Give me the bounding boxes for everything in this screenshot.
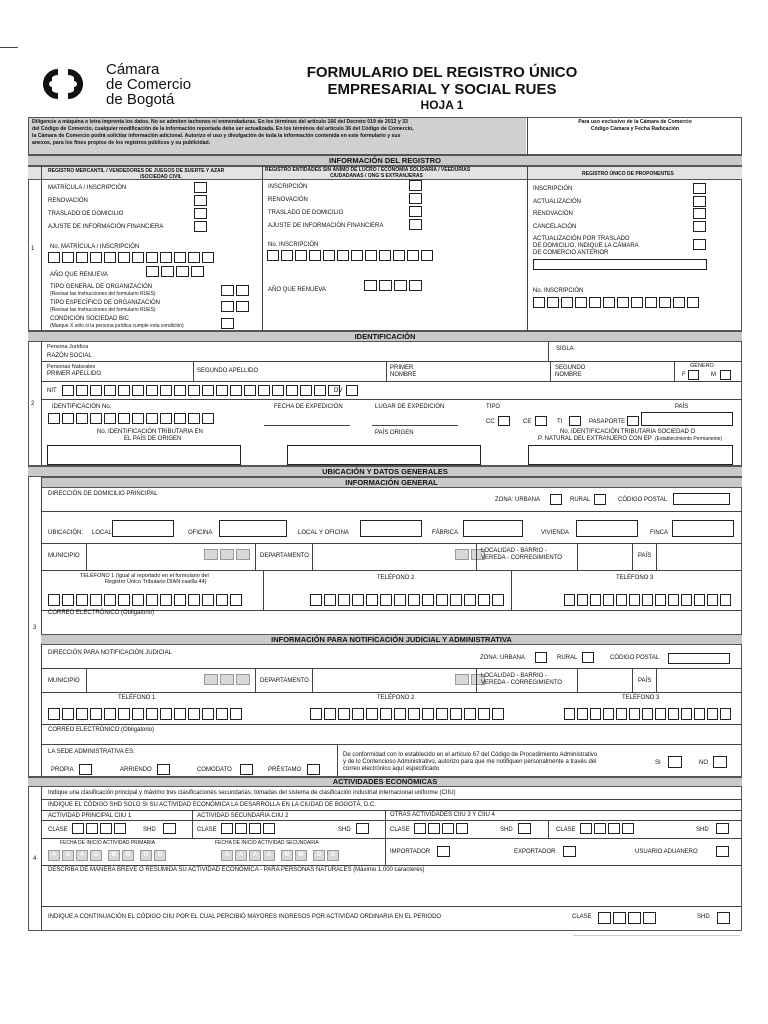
act4-clase-label: CLASE (556, 827, 576, 833)
pais-label: PAÍS (675, 404, 689, 410)
c3-act-traslado-checkbox[interactable] (693, 239, 706, 250)
section3-number: 3 (33, 625, 37, 631)
c3-no-inscripcion-cells[interactable] (533, 297, 699, 308)
c3-act-traslado-2: DE DOMICILIO, INDIQUE LA CÁMARA (533, 243, 639, 249)
no-ident-trib-input[interactable] (47, 445, 241, 465)
nit-cells[interactable] (62, 385, 343, 396)
col1-head-2: /SOCIEDAD CIVIL (140, 174, 182, 180)
conformidad-text-1: De conformidad con lo establecido en el artículo 67 del Código de Procedimiento Administrativo (343, 752, 598, 758)
intro-text-3: la Cámara de Comercio podrá solicitar información adicional. Autorizo el uso y divulgación de toda la información contenida en este formulario y sus (32, 133, 401, 139)
c1-condicion-label: CONDICIÓN SOCIEDAD BIC (50, 316, 130, 322)
tel3-label: TELÉFONO 3 (622, 695, 660, 701)
intro-text-4: anexos, para los fines propios de los registros públicos y su publicidad. (32, 140, 211, 146)
identificacion-no-cells[interactable] (48, 413, 214, 424)
no-ident-trib-soc-label-1: No. IDENTIFICACIÓN TRIBUTARIA SOCIEDAD O (560, 429, 696, 435)
zona-rural-label: RURAL (570, 497, 591, 503)
intro-text-2: del Código de Comercio, cualquier modificación de la información reportada debe ser actualizada. En los términos del artículo 36 del Código de Comercio, (32, 126, 414, 132)
telefono1-label-1: TELÉFONO 1 (Igual al reportado en el formulario del (80, 573, 209, 579)
segundo-apellido-label: SEGUNDO APELLIDO (197, 368, 259, 374)
no-ident-trib-soc-note: (Establecimiento Permanente) (655, 436, 723, 442)
tipo-ce-checkbox[interactable] (535, 416, 547, 426)
act1-clase-label: CLASE (48, 827, 68, 833)
exportador-label: EXPORTADOR (514, 849, 556, 855)
col1-head-1: REGISTRO MERCANTIL / VENDEDORES DE JUEGOS DE SUERTE Y AZAR (48, 168, 225, 174)
act4-shd-label: SHD (696, 827, 709, 833)
sede-comodato-label: COMODATO (197, 767, 232, 773)
lugar-expedicion-label: LUGAR DE EXPEDICIÓN (375, 404, 445, 410)
localidad2-label-2: VEREDA - CORREGIMIENTO (481, 680, 562, 686)
act2-shd-checkbox[interactable] (356, 823, 369, 834)
persona-juridica-label: Persona Jurídica (47, 344, 89, 350)
section3-title: UBICACIÓN Y DATOS GENERALES (28, 466, 742, 477)
telefono3-label: TELÉFONO 3 (616, 575, 654, 581)
pais-input[interactable] (641, 412, 733, 426)
c1-traslado-label: TRASLADO DE DOMICILIO (48, 211, 124, 217)
direccion-notif-label: DIRECCIÓN PARA NOTIFICACIÓN JUDICIAL (48, 650, 172, 656)
section3-subtitle: INFORMACIÓN GENERAL (41, 477, 742, 488)
correo2-label: CORREO ELECTRÓNICO (Obligatorio) (48, 727, 155, 733)
chamber-logo (28, 62, 228, 110)
personas-naturales-label: Personas Naturales (47, 364, 96, 370)
conformidad-text-3: correo electrónico aquí especificado (343, 766, 440, 772)
zona-urbana-label: ZONA: URBANA (495, 497, 541, 503)
c3-renovacion-label: RENOVACIÓN (533, 211, 573, 217)
codigo-postal-label: CÓDIGO POSTAL (618, 497, 668, 503)
mayor-shd-checkbox[interactable] (717, 912, 730, 924)
c1-matricula-checkbox[interactable] (194, 182, 207, 193)
act2-clase-label: CLASE (197, 827, 217, 833)
section4-number: 4 (33, 856, 37, 862)
c1-condicion-note: (Marque X sólo si la persona jurídica cumple esta condición) (50, 323, 184, 329)
genero-m-label: M (711, 372, 716, 378)
tel1-label: TELÉFONO 1 (118, 695, 156, 701)
c1-tipo-especifico-note: (Revisar las instrucciones del formulario RUES) (50, 307, 156, 313)
municipio-label: MUNICIPIO (48, 553, 80, 559)
tel2-label: TELÉFONO 2 (377, 695, 415, 701)
departamento2-label: DEPARTAMENTO (260, 678, 309, 684)
pais-origen-label: PAÍS ORIGEN (375, 430, 414, 436)
no-ident-trib-label-2: EL PAÍS DE ORIGEN (124, 436, 182, 442)
c2-traslado-checkbox[interactable] (409, 206, 422, 217)
c3-act-traslado-3: DE COMERCIO ANTERIOR (533, 250, 609, 256)
genero-f-checkbox[interactable] (688, 370, 699, 380)
fecha-inicio-principal-label: FECHA DE INICIO ACTIVIDAD PRIMARIA (60, 840, 156, 846)
c1-tipo-especifico-label: TIPO ESPECÍFICO DE ORGANIZACIÓN (50, 300, 161, 306)
c2-inscripcion-label: INSCRIPCIÓN (268, 184, 308, 190)
mayor-clase-cells[interactable] (598, 912, 656, 924)
ubicacion-fabrica-input[interactable] (463, 520, 523, 537)
c2-no-inscripcion-cells[interactable] (267, 250, 433, 261)
logo-line1: Cámara (106, 61, 160, 78)
zona-rural-checkbox[interactable] (594, 494, 606, 505)
pais-origen-input[interactable] (287, 445, 481, 465)
sede-propia-checkbox[interactable] (79, 764, 92, 775)
primer-apellido-label: PRIMER APELLIDO (47, 371, 102, 377)
dv-label: DV (334, 388, 343, 394)
notif-si-checkbox[interactable] (668, 756, 682, 768)
act-secundaria-label: ACTIVIDAD SECUNDARIA CIIU 2 (197, 813, 289, 819)
act1-shd-checkbox[interactable] (163, 823, 176, 834)
section1-title: INFORMACIÓN DEL REGISTRO (28, 155, 742, 166)
title-line2: EMPRESARIAL Y SOCIAL RUES (327, 81, 557, 98)
c3-actualizacion-label: ACTUALIZACIÓN (533, 199, 582, 205)
c1-renovacion-label: RENOVACIÓN (48, 198, 88, 204)
c1-tipo-especifico-cells[interactable] (221, 301, 249, 312)
sede-comodato-checkbox[interactable] (240, 764, 253, 775)
tipo-cc-label: CC (486, 419, 495, 425)
primer-nombre-label-1: PRIMER (390, 365, 414, 371)
c2-traslado-label: TRASLADO DE DOMICILIO (268, 210, 344, 216)
ubicacion-oficina-input[interactable] (219, 520, 287, 537)
sede-prestamo-label: PRÉSTAMO (268, 767, 302, 773)
act1-shd-label: SHD (143, 827, 156, 833)
logo-rings-icon (28, 62, 98, 108)
telefono1-cells[interactable] (48, 594, 242, 606)
telefono2-label: TELÉFONO 2 (377, 575, 415, 581)
localidad2-label-1: LOCALIDAD - BARRIO - (481, 673, 548, 679)
tipo-ti-label: TI (557, 419, 563, 425)
correo-label: CORREO ELECTRÓNICO (Obligatorio) (48, 610, 155, 616)
footer-print-mark (573, 935, 740, 936)
municipio2-label: MUNICIPIO (48, 678, 80, 684)
otras-actividades-label: OTRAS ACTIVIDADES CIIU 3 Y CIIU 4 (390, 812, 495, 818)
act2-clase-cells[interactable] (221, 823, 275, 834)
crop-mark (0, 47, 18, 48)
c3-inscripcion-label: INSCRIPCIÓN (533, 186, 573, 192)
identificacion-no-label: IDENTIFICACIÓN No. (52, 404, 112, 410)
tel3-cells[interactable] (564, 708, 731, 720)
title-line3: HOJA 1 (420, 98, 464, 112)
c3-cancelacion-checkbox[interactable] (693, 221, 706, 232)
sede-label: LA SEDE ADMINISTRATIVA ES: (48, 749, 135, 755)
ubicacion-finca-label: FINCA (650, 530, 668, 536)
importador-checkbox[interactable] (437, 846, 450, 857)
conformidad-text-2: y de lo Contencioso Administrativo, autorizo para que me notifiquen personalmente a través del (343, 759, 597, 765)
tipo-cc-checkbox[interactable] (498, 416, 510, 426)
pais3-label: PAÍS (638, 553, 652, 559)
no-ident-trib-soc-input[interactable] (528, 445, 733, 465)
c3-inscripcion-checkbox[interactable] (693, 183, 706, 194)
c3-actualizacion-checkbox[interactable] (693, 196, 706, 207)
col2-head-1: REGISTRO ENTIDADES SIN ÁNIMO DE LUCRO / ECONOMÍA SOLIDARIA / VEEDURÍAS (265, 167, 471, 173)
c2-renovacion-checkbox[interactable] (409, 193, 422, 204)
dv-cell[interactable] (346, 385, 358, 396)
logo-line3: de Bogotá (106, 91, 175, 108)
title-line1: FORMULARIO DEL REGISTRO ÚNICO (306, 64, 578, 81)
c3-cancelacion-label: CANCELACIÓN (533, 224, 577, 230)
usuario-aduanero-label: USUARIO ADUANERO (635, 849, 698, 855)
localidad-label-2: VEREDA - CORREGIMIENTO (481, 555, 562, 561)
sede-propia-label: PROPIA (51, 767, 74, 773)
c2-ajuste-label: AJUSTE DE INFORMACIÓN FINANCIERA (268, 223, 384, 229)
ubicacion-oficina-label: OFICINA (188, 530, 213, 536)
c1-matricula-label: MATRÍCULA / INSCRIPCIÓN (48, 185, 127, 191)
c2-renovacion-label: RENOVACIÓN (268, 197, 308, 203)
segundo-nombre-label-2: NOMBRE (555, 372, 582, 378)
fecha-inicio-secundaria-label: FECHA DE INICIO ACTIVIDAD SECUNDARIA (215, 840, 319, 846)
c3-no-inscripcion-label: No. INSCRIPCIÓN (533, 288, 584, 294)
codigo-postal2-label: CÓDIGO POSTAL (610, 655, 660, 661)
tipo-ce-label: CE (523, 419, 532, 425)
c1-renovacion-checkbox[interactable] (194, 195, 207, 206)
col2-head-2: CIUDADANAS / ONG´S EXTRANJERAS (330, 173, 423, 179)
c1-condicion-checkbox[interactable] (221, 318, 234, 329)
act3-shd-checkbox[interactable] (518, 823, 531, 834)
sede-arriendo-checkbox[interactable] (157, 764, 170, 775)
act3-clase-cells[interactable] (414, 823, 468, 834)
section4-title: ACTIVIDADES ECONÓMICAS (28, 777, 742, 787)
departamento-label: DEPARTAMENTO (260, 553, 309, 559)
ubicacion-vivienda-input[interactable] (576, 520, 638, 537)
c2-ano-cells[interactable] (364, 280, 422, 291)
codigo-postal2-input[interactable] (668, 653, 730, 664)
c2-ajuste-checkbox[interactable] (409, 219, 422, 230)
c1-ajuste-checkbox[interactable] (194, 221, 207, 232)
ubicacion-local-oficina-label: LOCAL Y OFICINA (298, 530, 349, 536)
ubicacion-local-oficina-input[interactable] (360, 520, 422, 537)
form-title (262, 64, 622, 112)
tipo-ti-checkbox[interactable] (569, 416, 581, 426)
telefono1-label-2: Registro Único Tributario DIAN casilla 44) (105, 579, 207, 585)
exclusive-use-code: Código Cámara y Fecha Radicación (590, 126, 680, 132)
genero-f-label: F (682, 372, 686, 378)
notificacion-title: INFORMACIÓN PARA NOTIFICACIÓN JUDICIAL Y ADMINISTRATIVA (41, 634, 742, 645)
act4-clase-cells[interactable] (580, 823, 634, 834)
c2-no-inscripcion-label: No. INSCRIPCIÓN (268, 242, 319, 248)
section2-number: 2 (31, 401, 35, 407)
c1-no-matricula-label: No. MATRÍCULA / INSCRIPCIÓN (50, 244, 140, 250)
c3-renovacion-checkbox[interactable] (693, 208, 706, 219)
tipo-pasaporte-checkbox[interactable] (627, 416, 639, 426)
mayor-clase-label: CLASE (572, 914, 592, 920)
ubicacion-vivienda-label: VIVIENDA (541, 530, 570, 536)
section2-title: IDENTIFICACIÓN (28, 331, 742, 342)
act3-shd-label: SHD (500, 827, 513, 833)
zona2-urbana-checkbox[interactable] (535, 652, 547, 663)
indique-ciiu-text: Indique una clasificación principal y máximo tres clasificaciones secundarias, tomadas del sistema de clasificación industrial internacional uniforme (CIIU) (48, 790, 456, 796)
act-principal-label: ACTIVIDAD PRINCIPAL CIIU 1 (48, 813, 132, 819)
ubicacion-finca-input[interactable] (672, 520, 734, 537)
exportador-checkbox[interactable] (563, 846, 576, 857)
genero-label: GÉNERO (690, 363, 714, 369)
direccion-principal-label: DIRECCIÓN DE DOMICILIO PRINCIPAL (48, 491, 158, 497)
zona2-rural-checkbox[interactable] (582, 652, 594, 663)
no-ident-trib-label-1: No. IDENTIFICACIÓN TRIBUTARIA EN (97, 429, 203, 435)
c2-inscripcion-checkbox[interactable] (409, 180, 422, 191)
telefono3-cells[interactable] (564, 594, 731, 606)
c3-camara-anterior-input[interactable] (533, 259, 707, 270)
municipio2-code-cells[interactable] (204, 674, 250, 685)
codigo-postal-input[interactable] (673, 493, 730, 505)
describa-label: DESCRIBA DE MANERA BREVE O RESUMIDA SU ACTIVIDAD ECONÓMICA - PARA PERSONAS NATURALES (Máximo 1.000 caracteres) (48, 867, 425, 873)
act3-clase-label: CLASE (390, 827, 410, 833)
usuario-aduanero-checkbox[interactable] (716, 846, 729, 857)
notif-si-label: SI (655, 760, 661, 766)
c1-traslado-checkbox[interactable] (194, 208, 207, 219)
section1-number: 1 (31, 246, 35, 252)
exclusive-use-label: Para uso exclusivo de la Cámara de Comercio (578, 119, 692, 125)
tel2-cells[interactable] (310, 708, 504, 720)
mayor-shd-label: SHD (697, 914, 710, 920)
no-ident-trib-soc-label-2: P. NATURAL DEL EXTRANJERO CON EP (538, 436, 652, 442)
sede-prestamo-checkbox[interactable] (307, 764, 320, 775)
fecha-inicio-principal-cells[interactable]: A A A A M M D D (48, 850, 166, 861)
zona-urbana-checkbox[interactable] (550, 494, 562, 505)
ubicacion-local-label: LOCAL (92, 530, 112, 536)
ubicacion-fabrica-label: FÁBRICA (432, 530, 459, 536)
c1-tipo-general-cells[interactable] (221, 285, 249, 296)
ubicacion-label: UBICACIÓN: (48, 530, 84, 536)
notif-no-checkbox[interactable] (713, 756, 727, 768)
c1-ajuste-label: AJUSTE DE INFORMACIÓN FINANCIERA (48, 224, 164, 230)
c1-ano-cells[interactable] (146, 266, 204, 277)
segundo-nombre-label-1: SEGUNDO (555, 365, 586, 371)
tipo-label: TIPO (486, 404, 501, 410)
logo-line2: de Comercio (106, 76, 192, 93)
c1-tipo-general-label: TIPO GENERAL DE ORGANIZACIÓN (50, 284, 153, 290)
fecha-expedicion-label: FECHA DE EXPEDICIÓN (274, 404, 343, 410)
intro-text-1: Diligencie a máquina o letra imprenta los datos. No se admiten tachones ni enmendaduras. En los términos del artículo 166 del Decreto 019 de 2012 y 33 (32, 119, 408, 125)
notif-no-label: NO (699, 760, 708, 766)
tipo-pasaporte-label: PASAPORTE (589, 419, 626, 425)
act1-clase-cells[interactable] (72, 823, 126, 834)
act4-shd-checkbox[interactable] (716, 823, 729, 834)
c1-tipo-general-note: (Revisar las instrucciones del formulario RUES) (50, 291, 156, 297)
importador-label: IMPORTADOR (390, 849, 431, 855)
indique-mayor-label: INDIQUE A CONTINUACIÓN EL CÓDIGO CIIU POR EL CUAL PERCIBIÓ MAYORES INGRESOS POR ACTIVIDAD ORDINARIA EN EL PERIODO (48, 914, 442, 920)
razon-social-label: RAZÓN SOCIAL (47, 353, 92, 359)
localidad-label-1: LOCALIDAD - BARRIO - (481, 548, 548, 554)
telefono2-cells[interactable] (310, 594, 504, 606)
col3-head: REGISTRO ÚNICO DE PROPONENTES (582, 171, 674, 177)
c1-ano-label: AÑO QUE RENUEVA (50, 272, 108, 278)
municipio-code-cells[interactable] (204, 549, 250, 560)
c2-ano-label: AÑO QUE RENUEVA (268, 287, 326, 293)
nit-label: NIT (47, 388, 57, 394)
act2-shd-label: SHD (338, 827, 351, 833)
describa-textarea[interactable] (42, 876, 741, 906)
genero-m-checkbox[interactable] (720, 370, 731, 380)
zona2-urbana-label: ZONA: URBANA (480, 655, 526, 661)
sigla-label: SIGLA (556, 346, 574, 352)
c1-no-matricula-cells[interactable] (48, 252, 214, 263)
indique-shd-text: INDIQUE EL CÓDIGO SHD SOLO SI SU ACTIVIDAD ECONÓMICA LA DESARROLLA EN LA CIUDAD DE BOGOTÁ, D.C. (48, 802, 376, 808)
fecha-inicio-secundaria-cells[interactable]: A A A A M M D D (221, 850, 339, 861)
ubicacion-local-input[interactable] (112, 520, 174, 537)
primer-nombre-label-2: NOMBRE (390, 372, 417, 378)
tel1-cells[interactable] (48, 708, 242, 720)
sede-arriendo-label: ARRIENDO (120, 767, 152, 773)
zona2-rural-label: RURAL (557, 655, 578, 661)
pais4-label: PAÍS (638, 678, 652, 684)
c3-act-traslado-1: ACTUALIZACIÓN POR TRASLADO (533, 236, 630, 242)
